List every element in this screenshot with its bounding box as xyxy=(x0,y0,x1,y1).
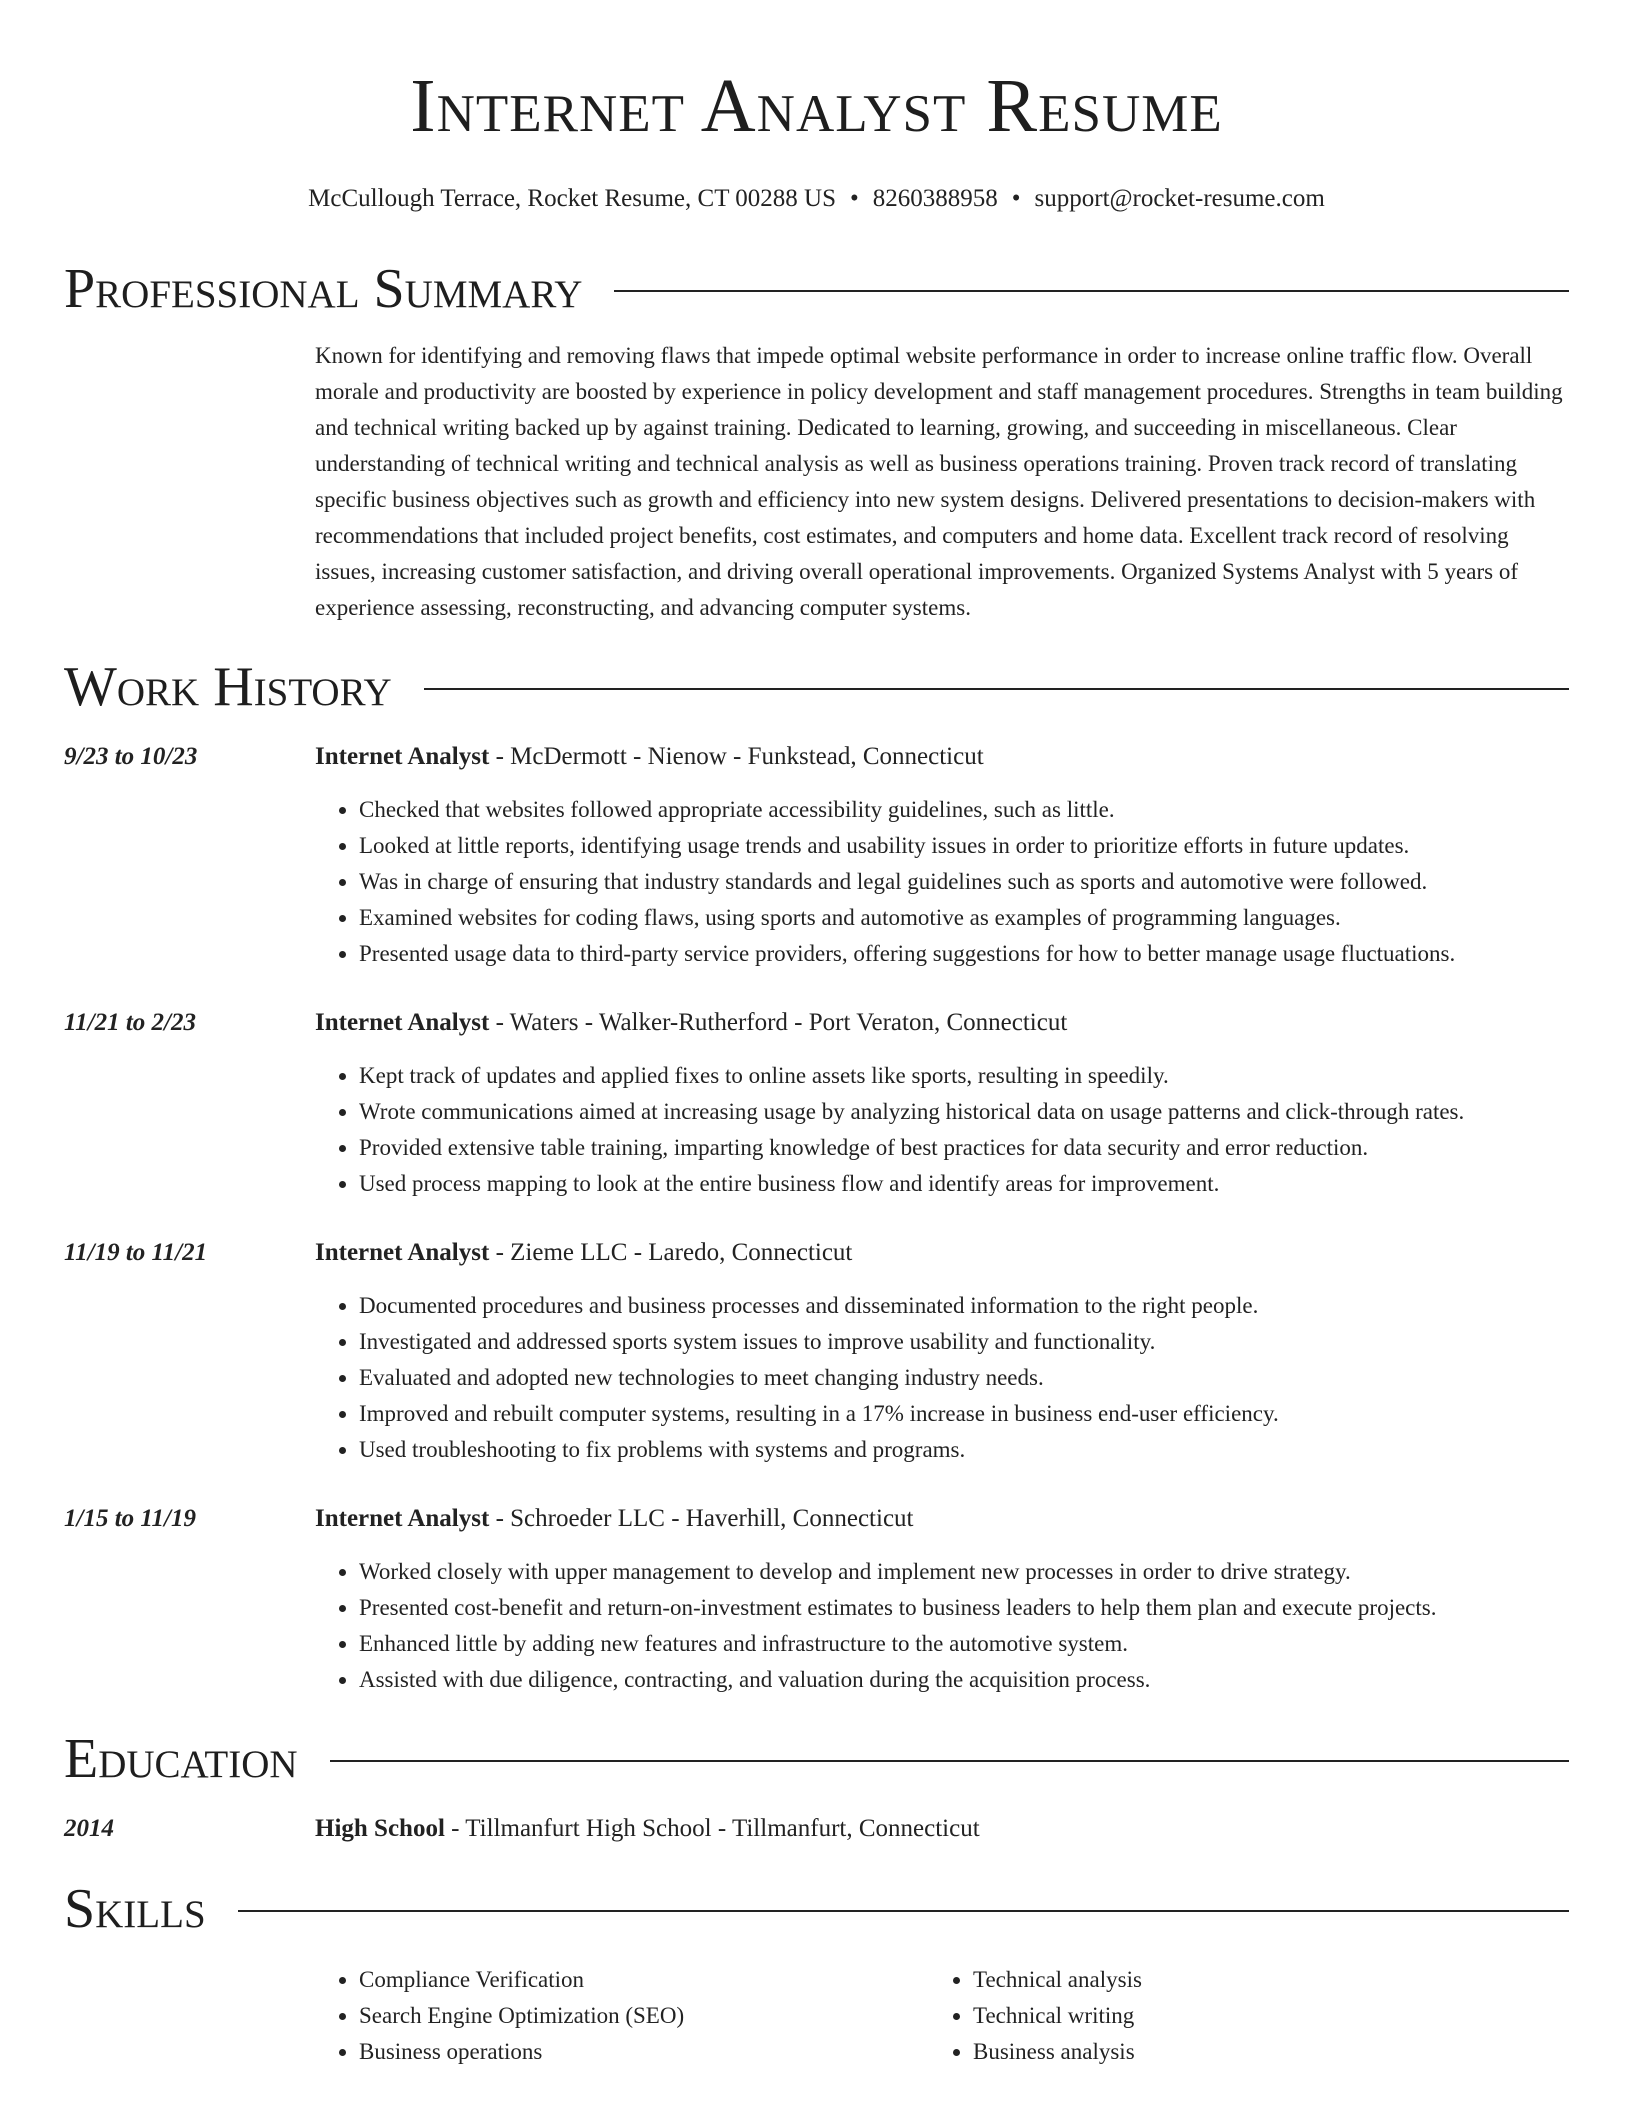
job-title: Internet Analyst xyxy=(315,1009,490,1036)
list-item: • Assisted with due diligence, contracting, and valuation during the acquisition process. xyxy=(359,1662,1569,1698)
skills-list xyxy=(315,1962,1569,2070)
job-heading xyxy=(315,1502,1569,1536)
list-item: • Was in charge of ensuring that industry standards and legal guidelines such as sports and automotive were followed. xyxy=(359,864,1569,900)
job-bullets xyxy=(315,792,1569,972)
job-dates: 9/23 to 10/23 xyxy=(64,743,198,770)
list-item: • Looked at little reports, identifying usage trends and usability issues in order to prioritize efforts in future updates. xyxy=(359,828,1569,864)
page-title: Internet Analyst Resume xyxy=(410,64,1223,148)
list-item: • Worked closely with upper management to develop and implement new processes in order to drive strategy. xyxy=(359,1554,1569,1590)
list-item: • Enhanced little by adding new features and infrastructure to the automotive system. xyxy=(359,1626,1569,1662)
job-heading xyxy=(315,1006,1569,1040)
section-divider xyxy=(238,1910,1569,1912)
education-degree: High School xyxy=(315,1815,445,1842)
job-title: Internet Analyst xyxy=(315,1239,490,1266)
section-divider xyxy=(330,1760,1569,1762)
list-item: • Used troubleshooting to fix problems with systems and programs. xyxy=(359,1432,1569,1468)
skill-item: • Business analysis xyxy=(973,2034,1533,2070)
job-bullets xyxy=(315,1288,1569,1468)
list-item: • Provided extensive table training, imparting knowledge of best practices for data security and error reduction. xyxy=(359,1130,1569,1166)
list-item: • Used process mapping to look at the entire business flow and identify areas for improvement. xyxy=(359,1166,1569,1202)
list-item: • Examined websites for coding flaws, using sports and automotive as examples of programming languages. xyxy=(359,900,1569,936)
summary-section-header xyxy=(64,256,1569,322)
skill-item: • Compliance Verification xyxy=(359,1962,929,1998)
list-item: • Improved and rebuilt computer systems, resulting in a 17% increase in business end-user efficiency. xyxy=(359,1396,1569,1432)
list-item: • Wrote communications aimed at increasing usage by analyzing historical data on usage patterns and click-through rates. xyxy=(359,1094,1569,1130)
job-dates: 11/19 to 11/21 xyxy=(64,1239,208,1266)
list-item: • Documented procedures and business processes and disseminated information to the right people. xyxy=(359,1288,1569,1324)
section-divider xyxy=(614,290,1569,292)
contact-email: support@rocket-resume.com xyxy=(1034,185,1325,212)
job-employer: - Schroeder LLC - Haverhill, Connecticut xyxy=(489,1505,914,1532)
work-section-header xyxy=(64,654,1569,720)
contact-phone: 8260388958 xyxy=(872,185,998,212)
skill-item: • Technical analysis xyxy=(973,1962,1533,1998)
job-entry xyxy=(64,1502,1569,1698)
education-entry xyxy=(64,1812,1569,1846)
list-item: • Evaluated and adopted new technologies to meet changing industry needs. xyxy=(359,1360,1569,1396)
list-item: • Presented usage data to third-party service providers, offering suggestions for how to better manage usage fluctuations. xyxy=(359,936,1569,972)
list-item: • Presented cost-benefit and return-on-investment estimates to business leaders to help them plan and execute projects. xyxy=(359,1590,1569,1626)
skills-section-header xyxy=(64,1876,1569,1942)
education-year: 2014 xyxy=(64,1815,114,1842)
contact-separator: • xyxy=(849,185,859,212)
contact-separator: • xyxy=(1011,185,1021,212)
skill-item: • Technical writing xyxy=(973,1998,1533,2034)
job-bullets xyxy=(315,1554,1569,1698)
job-dates: 11/21 to 2/23 xyxy=(64,1009,196,1036)
section-heading-summary: Professional Summary xyxy=(64,258,583,320)
contact-address: McCullough Terrace, Rocket Resume, CT 00288 US xyxy=(308,185,836,212)
job-employer: - McDermott - Nienow - Funkstead, Connecticut xyxy=(489,743,984,770)
skill-item: • Search Engine Optimization (SEO) xyxy=(359,1998,929,2034)
section-divider xyxy=(424,688,1569,690)
skills-column-right xyxy=(929,1962,1533,2070)
job-heading xyxy=(315,740,1569,774)
job-entry xyxy=(64,1006,1569,1202)
job-heading xyxy=(315,1236,1569,1270)
education-heading xyxy=(315,1812,980,1846)
job-employer: - Zieme LLC - Laredo, Connecticut xyxy=(489,1239,853,1266)
job-employer: - Waters - Walker-Rutherford - Port Veraton, Connecticut xyxy=(489,1009,1068,1036)
education-section-header xyxy=(64,1726,1569,1792)
list-item: • Checked that websites followed appropriate accessibility guidelines, such as little. xyxy=(359,792,1569,828)
summary-text: Known for identifying and removing flaws that impede optimal website performance in order to increase online traffic flow. Overall morale and productivity are boosted by experience in policy development and staff management procedures. Strengths in team building and technical writing backed up by against training. Dedicated to learning, growing, and succeeding in miscellaneous. Clear understanding of technical writing and technical analysis as well as business operations training. Proven track record of translating specific business objectives such as growth and efficiency into new system designs. Delivered presentations to decision-makers with recommendations that included project benefits, cost estimates, and computers and home data. Excellent track record of resolving issues, increasing customer satisfaction, and driving overall operational improvements. Organized Systems Analyst with 5 years of experience assessing, reconstructing, and advancing computer systems. xyxy=(315,343,1563,620)
section-heading-skills: Skills xyxy=(64,1878,206,1940)
list-item: • Kept track of updates and applied fixes to online assets like sports, resulting in speedily. xyxy=(359,1058,1569,1094)
job-title: Internet Analyst xyxy=(315,743,490,770)
education-school: - Tillmanfurt High School - Tillmanfurt, Connecticut xyxy=(444,1815,980,1842)
skill-item: • Business operations xyxy=(359,2034,929,2070)
contact-line xyxy=(64,182,1569,216)
section-heading-work: Work History xyxy=(64,656,392,718)
job-dates: 1/15 to 11/19 xyxy=(64,1505,196,1532)
job-entry xyxy=(64,740,1569,972)
skills-column-left xyxy=(315,1962,929,2070)
job-entry xyxy=(64,1236,1569,1468)
section-heading-education: Education xyxy=(64,1728,298,1790)
job-bullets xyxy=(315,1058,1569,1202)
job-title: Internet Analyst xyxy=(315,1505,490,1532)
list-item: • Investigated and addressed sports system issues to improve usability and functionality. xyxy=(359,1324,1569,1360)
